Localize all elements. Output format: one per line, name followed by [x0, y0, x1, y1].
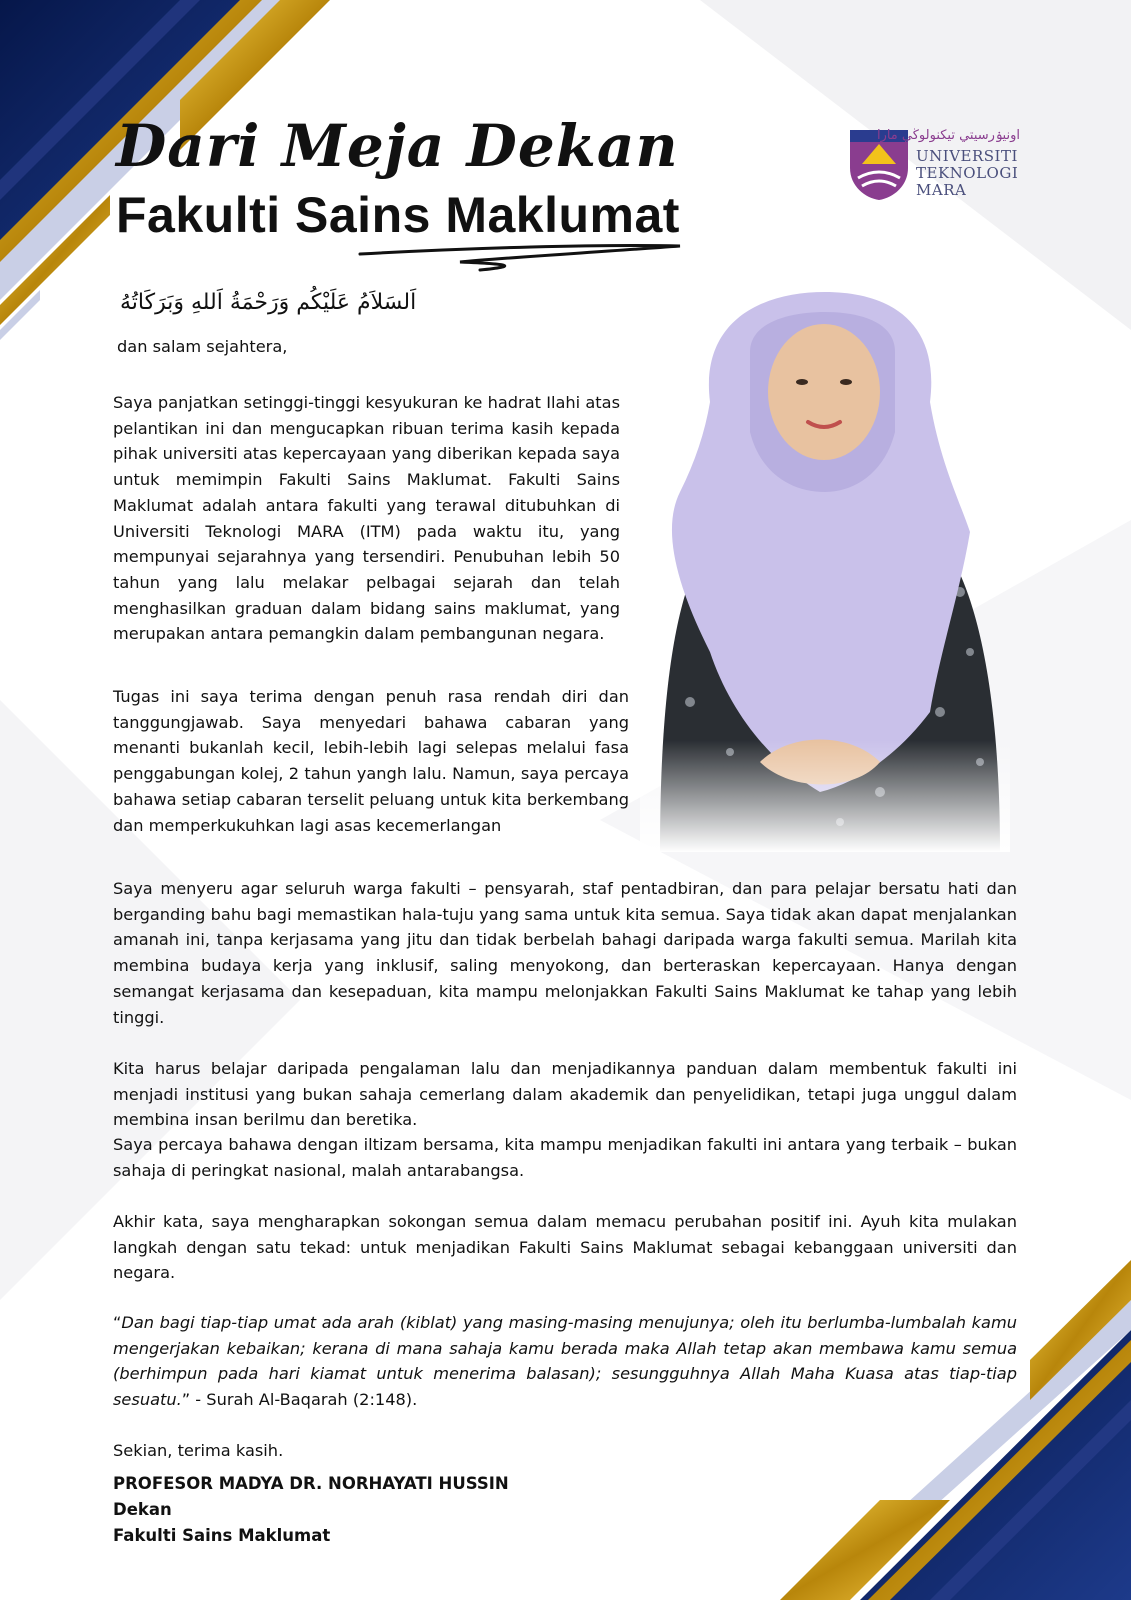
signature-name: PROFESOR MADYA DR. NORHAYATI HUSSIN: [113, 1474, 509, 1493]
paragraph-4: Kita harus belajar daripada pengalaman lalu dan menjadikannya panduan dalam membentuk fakulti ini menjadi institusi yang bukan sahaja cemerlang dalam akademik dan penyelidikan, tetapi juga unggul dalam membina insan berilmu dan beretika.: [113, 1059, 1017, 1130]
logo-line-1: UNIVERSITI: [916, 147, 1018, 165]
dean-portrait: [640, 292, 1010, 852]
paragraph-5: Saya percaya bahawa dengan iltizam bersama, kita mampu menjadikan fakulti ini antara yang terbaik – bukan sahaja di peringkat nasional, malah antarabangsa.: [113, 1135, 1017, 1180]
signature-faculty: Fakulti Sains Maklumat: [113, 1526, 331, 1545]
script-title: Dari Meja Dekan: [116, 112, 679, 180]
underline-swoosh: [350, 240, 690, 280]
quote-text: Dan bagi tiap-tiap umat ada arah (kiblat) yang masing-masing menujunya; oleh itu berlumba-lumbalah kamu mengerjakan kebaikan; kerana di mana sahaja kamu berada maka Allah tetap akan membawa kamu semua (berhimpun pada hari kiamat untuk menerima balasan); sesungguhnya Allah Maha Kuasa atas tiap-tiap sesuatu.: [113, 1313, 1017, 1410]
signature-title: Dekan: [113, 1500, 172, 1519]
quote-open-mark: “: [113, 1313, 122, 1332]
paragraph-6: Akhir kata, saya mengharapkan sokongan semua dalam memacu perubahan positif ini. Ayuh kita mulakan langkah dengan satu tekad: untuk menjadikan Fakulti Sains Maklumat sebagai kebanggaan universiti dan negara.: [113, 1212, 1017, 1283]
quote-close-mark: ”: [181, 1390, 191, 1410]
paragraph-2: Tugas ini saya terima dengan penuh rasa rendah diri dan tanggungjawab. Saya menyedari bahawa cabaran yang menanti bukanlah kecil, lebih-lebih lagi selepas melalui fasa penggabungan kolej, 2 tahun yangh lalu. Namun, saya percaya bahawa setiap cabaran terselit peluang untuk kita berkembang dan memperkukuhkan lagi asas kecemerlangan: [113, 687, 629, 835]
paragraph-3: Saya menyeru agar seluruh warga fakulti – pensyarah, staf pentadbiran, dan para pelajar bersatu hati dan berganding bahu bagi memastikan hala-tuju yang sama untuk kita semua. Saya tidak akan dapat menjalankan amanah ini, tanpa kerjasama yang jitu dan tidak berbelah bahagi daripada warga fakulti semua. Marilah kita membina budaya kerja yang inklusif, saling menyokong, dan berteraskan kepercayaan. Hanya dengan semangat kerjasama dan kesepaduan, kita mampu melonjakkan Fakulti Sains Maklumat ke tahap yang lebih tinggi.: [113, 879, 1017, 1027]
closing-line: Sekian, terima kasih.: [113, 1441, 284, 1460]
quote-source: - Surah Al-Baqarah (2:148).: [190, 1390, 418, 1410]
paragraph-1: Saya panjatkan setinggi-tinggi kesyukuran ke hadrat Ilahi atas pelantikan ini dan mengucapkan ribuan terima kasih kepada pihak universiti atas kepercayaan yang diberikan kepada saya untuk memimpin Fakulti Sains Maklumat. Fakulti Sains Maklumat adalah antara fakulti yang terawal ditubuhkan di Universiti Teknologi MARA (ITM) pada waktu itu, yang mempunyai sejarahnya yang tersendiri. Penubuhan lebih 50 tahun yang lalu melakar pelbagai sejarah dan telah menghasilkan graduan dalam bidang sains maklumat, yang merupakan antara pemangkin dalam pembangunan negara.: [113, 393, 620, 644]
signature-block: [113, 1471, 509, 1549]
quran-quote: [113, 1310, 1017, 1413]
logo-jawi-text: اونيۏرسيتي تيكنولوڬي مارا: [876, 128, 1020, 143]
logo-text: [916, 148, 1018, 199]
page-title: Fakulti Sains Maklumat: [116, 187, 680, 243]
salam-greeting: dan salam sejahtera,: [117, 337, 288, 356]
logo-line-3: MARA: [916, 181, 967, 199]
arabic-greeting: اَلسَلاَمُ عَلَيْكُم وَرَحْمَةُ اَللهِ وَبَرَكَاتُهُ: [120, 290, 417, 315]
logo-line-2: TEKNOLOGI: [916, 164, 1019, 182]
